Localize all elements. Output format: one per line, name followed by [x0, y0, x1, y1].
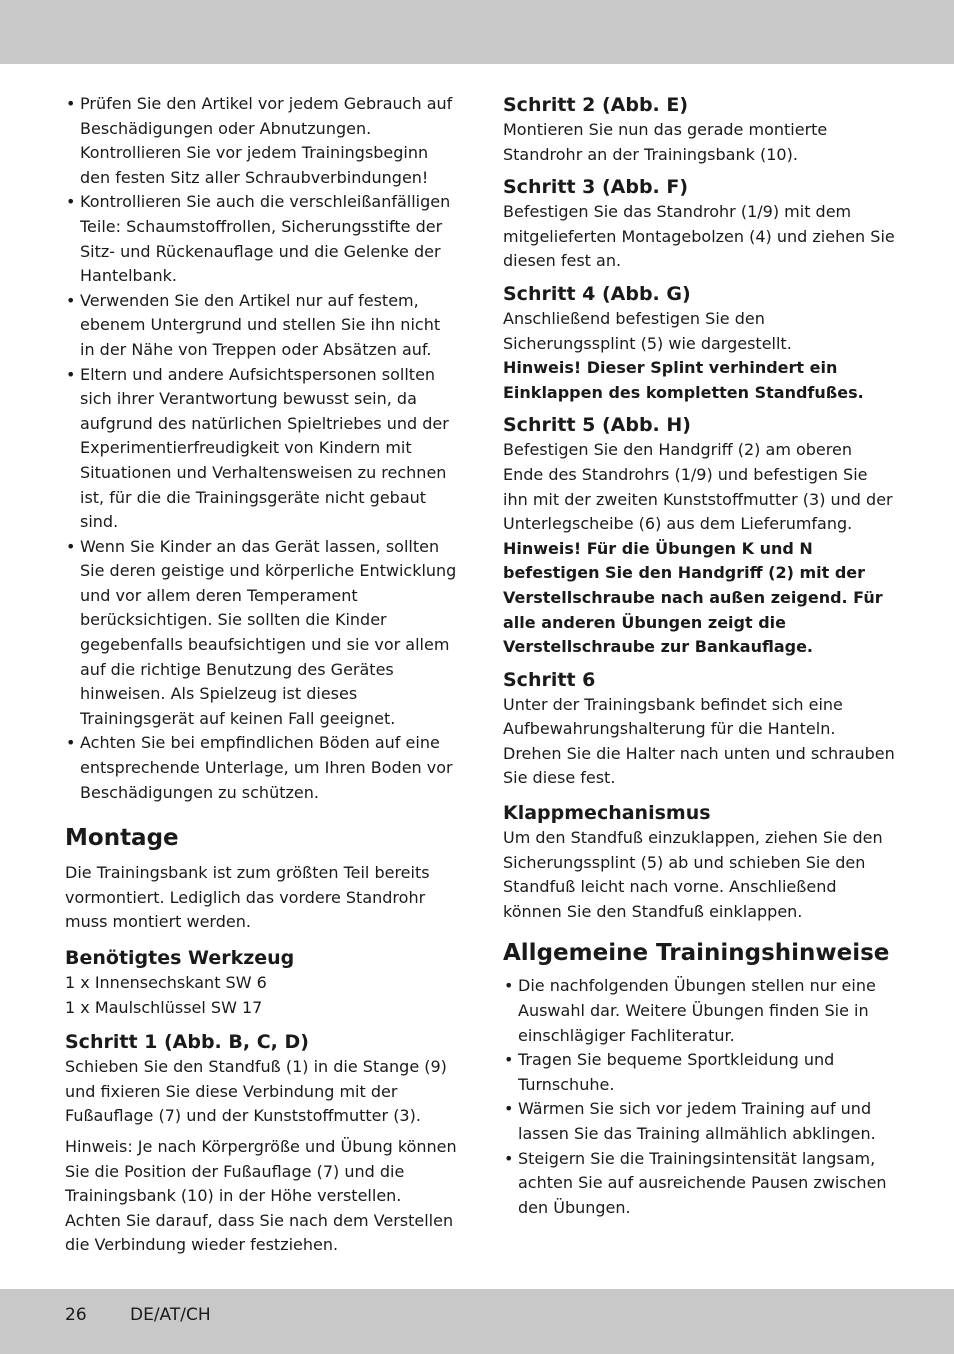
- list-item: • Kontrollieren Sie auch die verschleißanfälligen Teile: Schaumstoffrollen, Sicherungsstifte der Sitz- und Rückenauflage und die Gelenke der Hantelbank.: [65, 190, 457, 288]
- page-number: 26: [65, 1305, 87, 1325]
- list-item: • Die nachfolgenden Übungen stellen nur eine Auswahl dar. Weitere Übungen finden Sie in einschlägiger Fachliteratur.: [503, 974, 895, 1048]
- step5-note: Hinweis! Für die Übungen K und N befestigen Sie den Handgriff (2) mit der Verstellschraube nach außen zeigend. Für alle anderen Übungen zeigt die Verstellschraube zur Bankauflage.: [503, 538, 883, 657]
- header-bar: [0, 0, 954, 64]
- step4-heading: Schritt 4 (Abb. G): [503, 282, 691, 305]
- step3-heading: Schritt 3 (Abb. F): [503, 176, 689, 199]
- footer-bar: [0, 1289, 954, 1354]
- step2-heading: Schritt 2 (Abb. E): [503, 94, 689, 116]
- step5-text: Befestigen Sie den Handgriff (2) am oberen Ende des Standrohrs (1/9) und befestigen Sie ihn mit der zweiten Kunststoffmutter (3) und der Unterlegscheibe (6) aus dem Lieferumfang.: [503, 440, 893, 534]
- step6-text: Unter der Trainingsbank befindet sich eine Aufbewahrungshalterung für die Hanteln.: [503, 694, 843, 739]
- step6-heading: Schritt 6: [503, 668, 596, 691]
- list-item: • Prüfen Sie den Artikel vor jedem Gebrauch auf Beschädigungen oder Abnutzungen. Kontrollieren Sie vor jedem Trainingsbeginn den festen Sitz aller Schraubverbindungen!: [65, 92, 457, 190]
- locale-label: DE/AT/CH: [130, 1305, 211, 1325]
- left-column: [65, 92, 457, 1258]
- list-item: • Verwenden Sie den Artikel nur auf festem, ebenem Untergrund und stellen Sie ihn nicht in der Nähe von Treppen oder Absätzen auf.: [65, 289, 457, 363]
- fold-text: Um den Standfuß einzuklappen, ziehen Sie den Sicherungssplint (5) ab und schieben Sie den Standfuß leicht nach vorne. Anschließend können Sie den Standfuß einklappen.: [503, 828, 883, 921]
- list-item: • Wärmen Sie sich vor jedem Training auf und lassen Sie das Training allmählich abklingen.: [503, 1097, 895, 1146]
- list-item: • Achten Sie bei empfindlichen Böden auf eine entsprechende Unterlage, um Ihren Boden vor Beschädigungen zu schützen.: [65, 731, 457, 805]
- list-item: • Eltern und andere Aufsichtspersonen sollten sich ihrer Verantwortung bewusst sein, da aufgrund des natürlichen Spieltriebes und der Experimentierfreudigkeit von Kindern mit Situationen und Verhaltensweisen zu rechnen ist, für die die Trainingsgeräte nicht gebaut sind.: [65, 363, 457, 535]
- step4-text: Anschließend befestigen Sie den Sicherungssplint (5) wie dargestellt.: [503, 308, 792, 353]
- safety-list: [65, 92, 457, 805]
- step2-text: Montieren Sie nun das gerade montierte Standrohr an der Trainingsbank (10).: [503, 120, 828, 164]
- step1-heading: Schritt 1 (Abb. B, C, D): [65, 1031, 309, 1054]
- right-column: [503, 92, 895, 1220]
- step1-text: Schieben Sie den Standfuß (1) in die Stange (9) und fixieren Sie diese Verbindung mit der Fußauflage (7) und der Kunststoffmutter (3).: [65, 1057, 447, 1126]
- fold-heading: Klappmechanismus: [503, 802, 711, 825]
- step3-text: Befestigen Sie das Standrohr (1/9) mit dem mitgelieferten Montagebolzen (4) und ziehen Sie diesen fest an.: [503, 202, 895, 271]
- general-list: [503, 974, 895, 1220]
- step6-text-2: Drehen Sie die Halter nach unten und schrauben Sie diese fest.: [503, 743, 895, 788]
- tool-item: 1 x Innensechskant SW 6: [65, 973, 267, 992]
- list-item: • Tragen Sie bequeme Sportkleidung und Turnschuhe.: [503, 1048, 895, 1097]
- tools-heading: Benötigtes Werkzeug: [65, 947, 295, 969]
- step4-note: Hinweis! Dieser Splint verhindert ein Einklappen des kompletten Standfußes.: [503, 358, 864, 402]
- step5-heading: Schritt 5 (Abb. H): [503, 414, 691, 437]
- montage-heading: Montage: [65, 825, 179, 852]
- montage-text: Die Trainingsbank ist zum größten Teil bereits vormontiert. Lediglich das vordere Standrohr muss montiert werden.: [65, 863, 430, 932]
- tool-item: 1 x Maulschlüssel SW 17: [65, 997, 263, 1017]
- step1-note: Hinweis: Je nach Körpergröße und Übung können Sie die Position der Fußauflage (7) und die Trainingsbank (10) in der Höhe verstellen. Achten Sie darauf, dass Sie nach dem Verstellen die Verbindung wieder festziehen.: [65, 1136, 457, 1255]
- list-item: • Wenn Sie Kinder an das Gerät lassen, sollten Sie deren geistige und körperliche Entwicklung und vor allem deren Temperament berücksichtigen. Sie sollten die Kinder gegebenfalls beaufsichtigen und sie vor allem auf die richtige Benutzung des Gerätes hinweisen. Als Spielzeug ist dieses Trainingsgerät auf keinen Fall geeignet.: [65, 535, 457, 732]
- list-item: • Steigern Sie die Trainingsintensität langsam, achten Sie auf ausreichende Pausen zwischen den Übungen.: [503, 1147, 895, 1221]
- general-heading: Allgemeine Trainingshinweise: [503, 940, 890, 967]
